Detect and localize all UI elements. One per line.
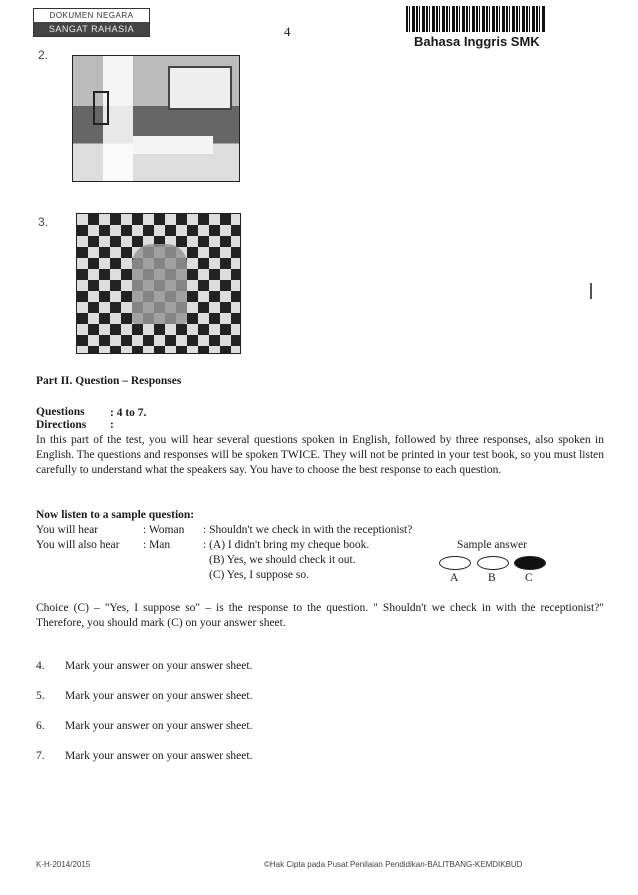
photo-number: 3.	[38, 215, 49, 229]
directions-text: In this part of the test, you will hear several questions spoken in English, followed by three responses, also spoken in English. The questions and responses will be spoken TWICE. They will not be printed in your test book, so you must listen carefully to understand what the speakers say. You have to choose the best response to each question.	[36, 434, 604, 476]
frame-shape	[93, 91, 109, 125]
option-a: : (A) I didn't bring my cheque book.	[203, 539, 370, 551]
photo-number: 2.	[38, 48, 49, 62]
hear-speaker: : Woman	[143, 524, 185, 536]
photo-hotel-room	[72, 55, 240, 182]
questions-value: : 4 to 7.	[110, 407, 147, 419]
footer-code: K-H-2014/2015	[36, 860, 91, 869]
photo-person-in-room	[76, 213, 241, 354]
question-text: Mark your answer on your answer sheet.	[65, 660, 253, 672]
answer-bubble-c	[514, 556, 546, 570]
bubble-label: A	[450, 572, 459, 584]
classification-stamp	[33, 8, 150, 37]
part-title: Part II. Question – Responses	[36, 375, 182, 387]
question-text: Mark your answer on your answer sheet.	[65, 720, 253, 732]
option-c: (C) Yes, I suppose so.	[209, 569, 309, 581]
barcode-icon	[406, 6, 546, 32]
question-number: 7.	[36, 750, 45, 762]
sample-explanation: Choice (C) – "Yes, I suppose so" – is the response to the question. " Shouldn't we check in with the receptionist?" Therefore, you should mark (C) on your answer sheet.	[36, 602, 604, 629]
directions-label: Directions	[36, 419, 87, 431]
questions-label: Questions	[36, 406, 85, 418]
subject-title: Bahasa Inggris SMK	[414, 34, 540, 49]
option-b: (B) Yes, we should check it out.	[209, 554, 356, 566]
hear-label: You will hear	[36, 524, 99, 536]
table-shape	[133, 136, 213, 154]
sample-heading: Now listen to a sample question:	[36, 509, 195, 521]
question-number: 4.	[36, 660, 45, 672]
hear-text: : Shouldn't we check in with the receptionist?	[203, 524, 413, 536]
bubble-label: C	[525, 572, 533, 584]
bubble-label: B	[488, 572, 496, 584]
question-number: 6.	[36, 720, 45, 732]
page-number: 4	[284, 24, 291, 39]
directions-colon: :	[110, 419, 114, 431]
answer-bubble-a	[439, 556, 471, 570]
also-label: You will also hear	[36, 539, 120, 551]
stamp-bottom-text: SANGAT RAHASIA	[34, 22, 149, 36]
footer-copyright: ©Hak Cipta pada Pusat Penilaian Pendidikan-BALITBANG-KEMDIKBUD	[264, 860, 523, 869]
question-text: Mark your answer on your answer sheet.	[65, 750, 253, 762]
answer-bubble-b	[477, 556, 509, 570]
window-shape	[168, 66, 232, 110]
also-speaker: : Man	[143, 539, 171, 551]
question-text: Mark your answer on your answer sheet.	[65, 690, 253, 702]
stamp-top-text: DOKUMEN NEGARA	[49, 11, 134, 20]
question-number: 5.	[36, 690, 45, 702]
sample-answer-label: Sample answer	[457, 539, 527, 551]
margin-mark	[590, 283, 592, 299]
